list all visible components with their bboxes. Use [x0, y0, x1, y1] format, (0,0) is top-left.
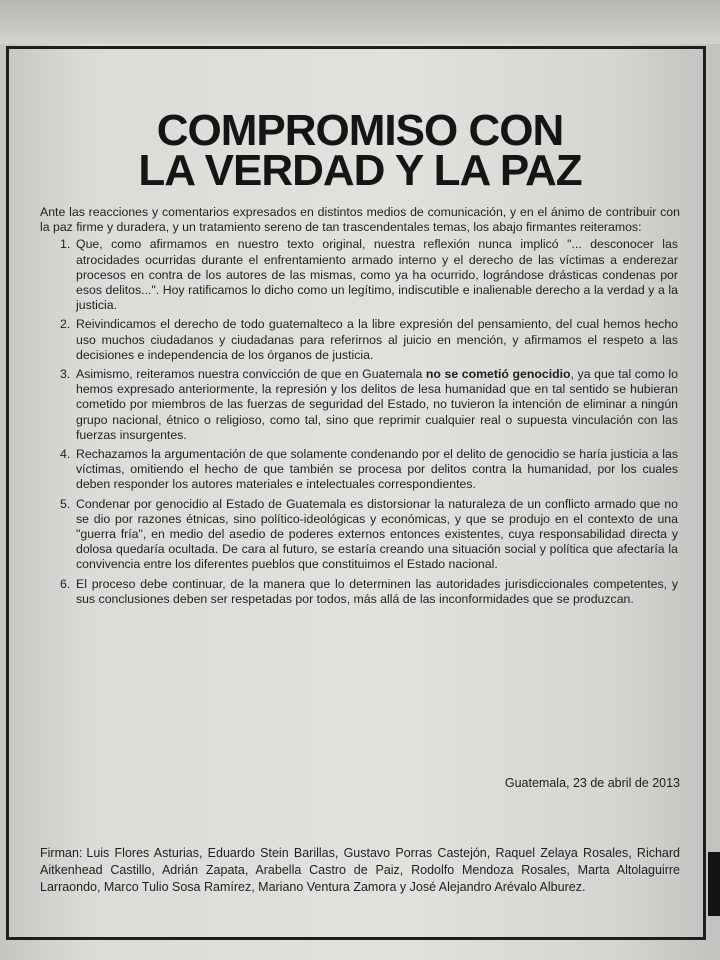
item-text: El proceso debe continuar, de la manera que lo determinen las autoridades jurisdiccionales competentes, y sus conclusiones deben ser respetadas por todos, más allá de las inconformidades que se produzcan.: [76, 576, 678, 606]
item-text-before: Asimismo, reiteramos nuestra convicción de que en Guatemala: [76, 367, 426, 382]
page-top-edge: [0, 0, 720, 44]
list-item: [40, 237, 680, 313]
title-line-2: LA VERDAD Y LA PAZ: [138, 146, 582, 196]
list-item: [40, 447, 680, 493]
item-text: Que, como afirmamos en nuestro texto original, nuestra reflexión nunca implicó "... desconocer las atrocidades ocurridas durante el enfrentamiento armado interno y el derecho de las víctimas a enderezar procesos en contra de los autores de las mismas, como ya ha ocurrido, lográndose drásticas condenas por esos delitos...". Hoy ratificamos lo dicho como un legítimo, indiscutible e inalienable derecho a la verdad y a la justicia.: [76, 237, 678, 313]
item-number: 1.: [60, 237, 71, 252]
item-text: Reivindicamos el derecho de todo guatemalteco a la libre expresión del pensamiento, del cual hemos hecho uso muchos ciudadanos y ciudadanas para referirnos al juicio en mención, y afirmamos el respeto a las decisiones e independencia de los órganos de justicia.: [76, 317, 678, 362]
item-text-bold: no se cometió genocidio: [425, 367, 571, 382]
list-item: [40, 577, 680, 607]
item-number: 3.: [60, 367, 71, 382]
date-line: Guatemala, 23 de abril de 2013: [504, 776, 680, 790]
statement-body: [40, 205, 680, 611]
item-number: 5.: [60, 496, 71, 511]
list-item: [40, 497, 680, 573]
signers-paragraph: [40, 845, 680, 896]
title-line-1: COMPROMISO CON: [156, 106, 564, 156]
item-number: 2.: [60, 317, 71, 332]
item-text: Rechazamos la argumentación de que solamente condenando por el delito de genocidio se haría justicia a las víctimas, omitiendo el hecho de que también se procesa por delitos contra la humanidad, por los cuales deben responder los autores materiales e intelectuales correspondientes.: [76, 447, 678, 492]
item-number: 4.: [60, 447, 71, 462]
list-item: [40, 367, 680, 443]
numbered-points: [40, 237, 680, 607]
item-text-after: , ya que tal como lo hemos expresado anteriormente, la represión y los delitos de lesa humanidad que en tal sentido se hubieran cometido por miembros de las fuerzas de seguridad del Estado, no tuvieron la intención de eliminar a ningún grupo nacional, étnico o religioso, como tal, sino que reprimir cualquier real o supuesta vinculación con las fuerzas insurgentes.: [76, 367, 678, 442]
item-number: 6.: [60, 576, 71, 591]
item-text: Condenar por genocidio al Estado de Guatemala es distorsionar la naturaleza de un conflicto armado que no se dio por razones étnicas, sino político-ideológicas y económicas, y que se produjo en el contexto de una "guerra fría", en medio del asedio de poderes externos entonces existentes, cuya responsabilidad directa y dolosa quedaría ocultada. De cara al futuro, se estaría creando una situación social y política que afectaría la convivencia entre los diferentes pueblos que constituimos el Estado nacional.: [76, 496, 678, 572]
signers-names: Luis Flores Asturias, Eduardo Stein Barillas, Gustavo Porras Castejón, Raquel Zelaya Rosales, Richard Aitkenhead Castillo, Adrián Zapata, Arabella Castro de Paiz, Rodolfo Mendoza Rosales, Marta Altolaguirre Larraondo, Marco Tulio Sosa Ramírez, Mariano Ventura Zamora y José Alejandro Arévalo Alburez.: [40, 845, 680, 894]
list-item: [40, 317, 680, 363]
page-edge-mark: [708, 852, 720, 916]
page-title: [60, 106, 660, 196]
intro-paragraph: Ante las reacciones y comentarios expresados en distintos medios de comunicación, y en el ánimo de contribuir con la paz firme y duradera, y un tratamiento sereno de tan trascendentales temas, los abajo firmantes reiteramos:: [40, 205, 680, 235]
signers-label: Firman:: [40, 845, 83, 860]
